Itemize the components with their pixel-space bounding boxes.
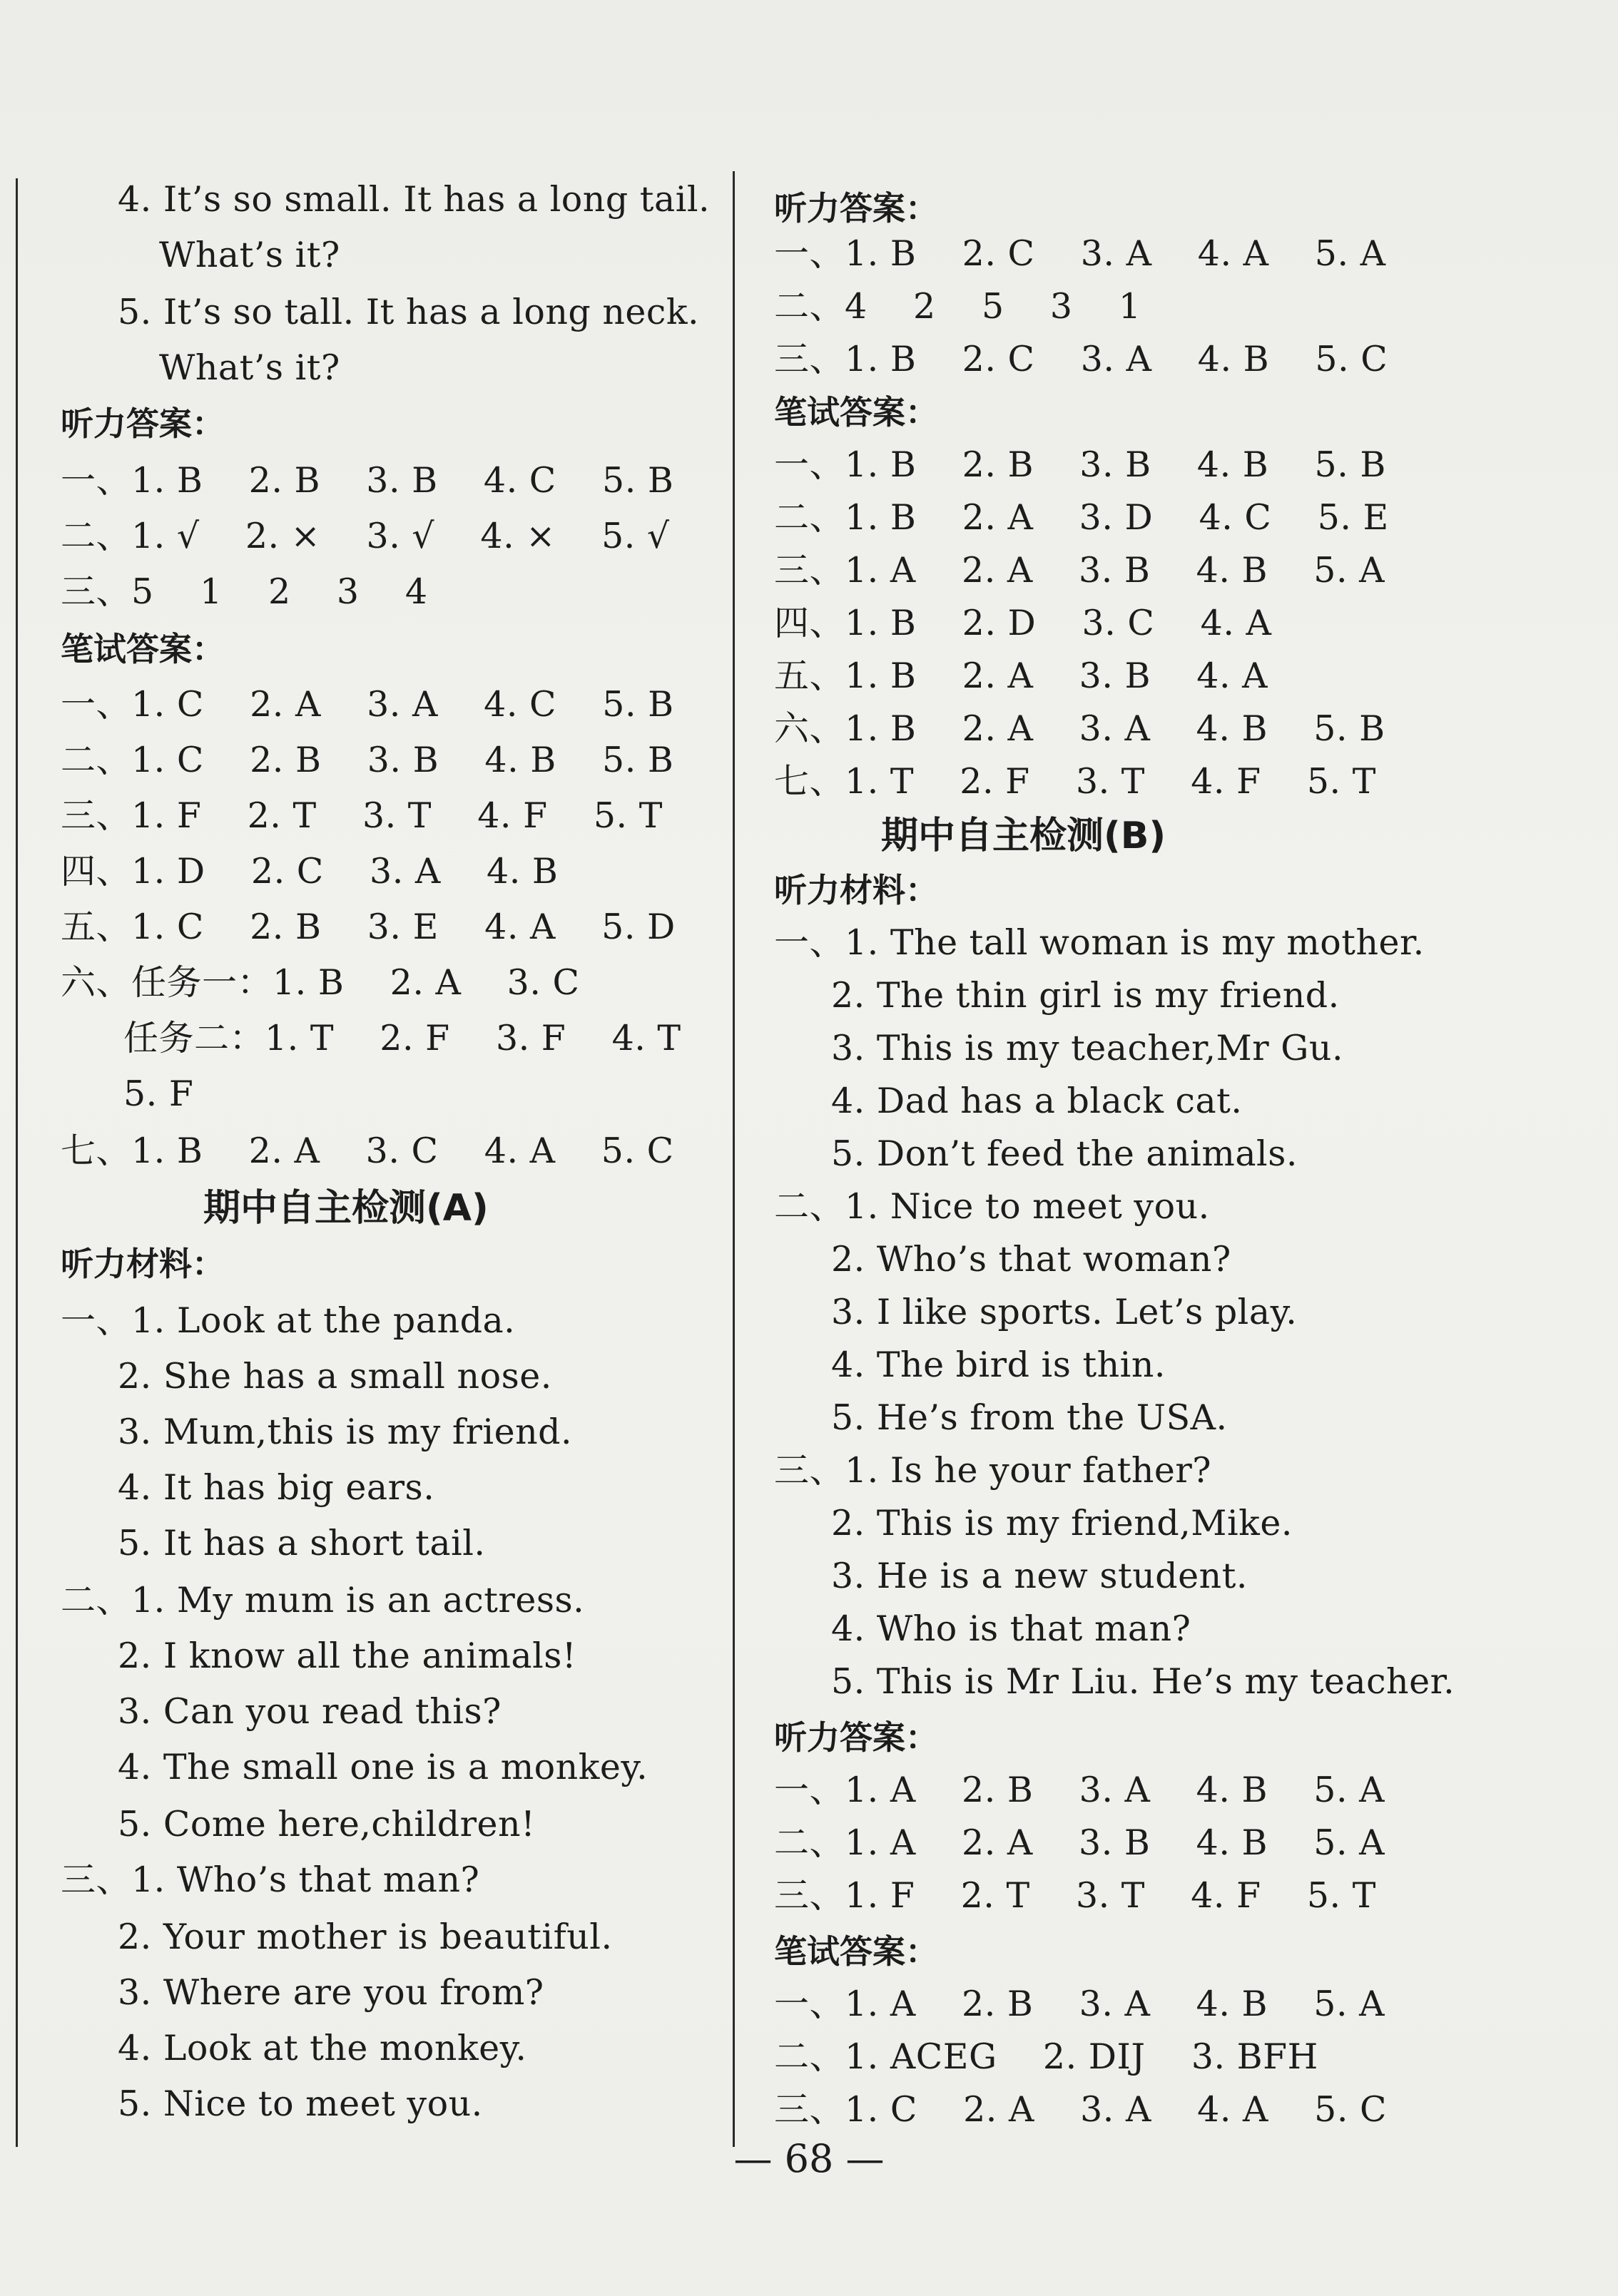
answer-line: 七、1. B 2. A 3. C 4. A 5. C <box>61 1131 674 1171</box>
answer-line: 三、1. F 2. T 3. T 4. F 5. T <box>774 1875 1376 1916</box>
material-line: 2. She has a small nose. <box>118 1356 552 1397</box>
material-line: 3. Mum,this is my friend. <box>118 1412 573 1452</box>
material-line: 三、1. Is he your father? <box>774 1450 1212 1491</box>
text-line: What’s it? <box>159 347 340 388</box>
written-answers-heading: 笔试答案： <box>61 630 225 668</box>
answer-line: 一、1. A 2. B 3. A 4. B 5. A <box>774 1984 1385 2024</box>
material-line: 2. This is my friend,Mike. <box>831 1503 1293 1544</box>
material-line: 5. It has a short tail. <box>118 1523 486 1563</box>
material-line: 5. He’s from the USA. <box>831 1397 1228 1438</box>
listening-material-heading: 听力材料： <box>774 871 938 909</box>
material-line: 三、1. Who’s that man? <box>61 1859 480 1900</box>
section-title: 期中自主检测(A) <box>203 1187 489 1230</box>
material-line: 一、1. The tall woman is my mother. <box>774 922 1425 963</box>
answer-line: 二、1. C 2. B 3. B 4. B 5. B <box>61 740 674 780</box>
answer-line: 一、1. B 2. B 3. B 4. B 5. B <box>774 444 1386 485</box>
answer-line: 任务二：1. T 2. F 3. F 4. T <box>123 1018 681 1058</box>
material-line: 4. Look at the monkey. <box>118 2028 527 2068</box>
text-line: 5. It’s so tall. It has a long neck. <box>118 292 700 332</box>
answer-line: 四、1. D 2. C 3. A 4. B <box>61 851 559 892</box>
answer-line: 三、1. B 2. C 3. A 4. B 5. C <box>774 339 1388 379</box>
answer-line: 5. F <box>123 1073 194 1114</box>
material-line: 二、1. My mum is an actress. <box>61 1580 585 1621</box>
material-line: 2. Your mother is beautiful. <box>118 1917 613 1957</box>
material-line: 二、1. Nice to meet you. <box>774 1186 1210 1227</box>
answer-line: 五、1. B 2. A 3. B 4. A <box>774 655 1268 696</box>
material-line: 5. This is Mr Liu. He’s my teacher. <box>831 1661 1455 1702</box>
answer-line: 二、1. A 2. A 3. B 4. B 5. A <box>774 1822 1385 1863</box>
left-edge-rule <box>16 178 18 2147</box>
answer-line: 一、1. C 2. A 3. A 4. C 5. B <box>61 684 674 725</box>
text-line: What’s it? <box>159 235 340 275</box>
column-divider <box>733 171 735 2147</box>
material-line: 4. It has big ears. <box>118 1467 435 1508</box>
written-answers-heading: 笔试答案： <box>774 1932 938 1971</box>
text-line: 4. It’s so small. It has a long tail. <box>118 179 711 220</box>
material-line: 5. Nice to meet you. <box>118 2083 483 2124</box>
listening-material-heading: 听力材料： <box>61 1245 225 1283</box>
answer-line: 二、1. ACEG 2. DIJ 3. BFH <box>774 2036 1318 2077</box>
answer-line: 六、任务一：1. B 2. A 3. C <box>61 962 580 1003</box>
material-line: 4. Who is that man? <box>831 1608 1191 1649</box>
listening-answers-heading: 听力答案： <box>61 404 225 443</box>
material-line: 3. I like sports. Let’s play. <box>831 1292 1298 1332</box>
section-title: 期中自主检测(B) <box>881 815 1166 857</box>
material-line: 3. This is my teacher,Mr Gu. <box>831 1028 1344 1068</box>
answer-line: 四、1. B 2. D 3. C 4. A <box>774 603 1272 643</box>
answer-line: 三、5 1 2 3 4 <box>61 571 428 612</box>
answer-line: 五、1. C 2. B 3. E 4. A 5. D <box>61 907 676 947</box>
written-answers-heading: 笔试答案： <box>774 393 938 432</box>
material-line: 一、1. Look at the panda. <box>61 1300 516 1341</box>
material-line: 5. Come here,children! <box>118 1804 536 1845</box>
answer-line: 七、1. T 2. F 3. T 4. F 5. T <box>774 761 1376 802</box>
answer-line: 三、1. C 2. A 3. A 4. A 5. C <box>774 2089 1387 2130</box>
material-line: 4. The bird is thin. <box>831 1345 1166 1385</box>
material-line: 2. The thin girl is my friend. <box>831 975 1340 1016</box>
material-line: 5. Don’t feed the animals. <box>831 1133 1298 1174</box>
material-line: 3. Where are you from? <box>118 1972 544 2013</box>
answer-line: 三、1. A 2. A 3. B 4. B 5. A <box>774 550 1385 591</box>
answer-line: 二、1. B 2. A 3. D 4. C 5. E <box>774 497 1389 538</box>
material-line: 2. Who’s that woman? <box>831 1239 1231 1280</box>
answer-line: 二、1. √ 2. × 3. √ 4. × 5. √ <box>61 516 670 556</box>
listening-answers-heading: 听力答案： <box>774 189 938 228</box>
page-number: — 68 — <box>733 2136 885 2181</box>
material-line: 2. I know all the animals! <box>118 1636 577 1676</box>
listening-answers-heading: 听力答案： <box>774 1718 938 1757</box>
material-line: 4. Dad has a black cat. <box>831 1081 1243 1121</box>
answer-line: 一、1. B 2. C 3. A 4. A 5. A <box>774 233 1386 274</box>
material-line: 3. Can you read this? <box>118 1691 502 1732</box>
answer-line: 三、1. F 2. T 3. T 4. F 5. T <box>61 795 663 836</box>
answer-line: 一、1. B 2. B 3. B 4. C 5. B <box>61 460 674 501</box>
material-line: 4. The small one is a monkey. <box>118 1747 648 1787</box>
answer-line: 二、4 2 5 3 1 <box>774 286 1141 327</box>
answer-line: 六、1. B 2. A 3. A 4. B 5. B <box>774 708 1385 749</box>
answer-line: 一、1. A 2. B 3. A 4. B 5. A <box>774 1770 1385 1810</box>
material-line: 3. He is a new student. <box>831 1556 1248 1596</box>
